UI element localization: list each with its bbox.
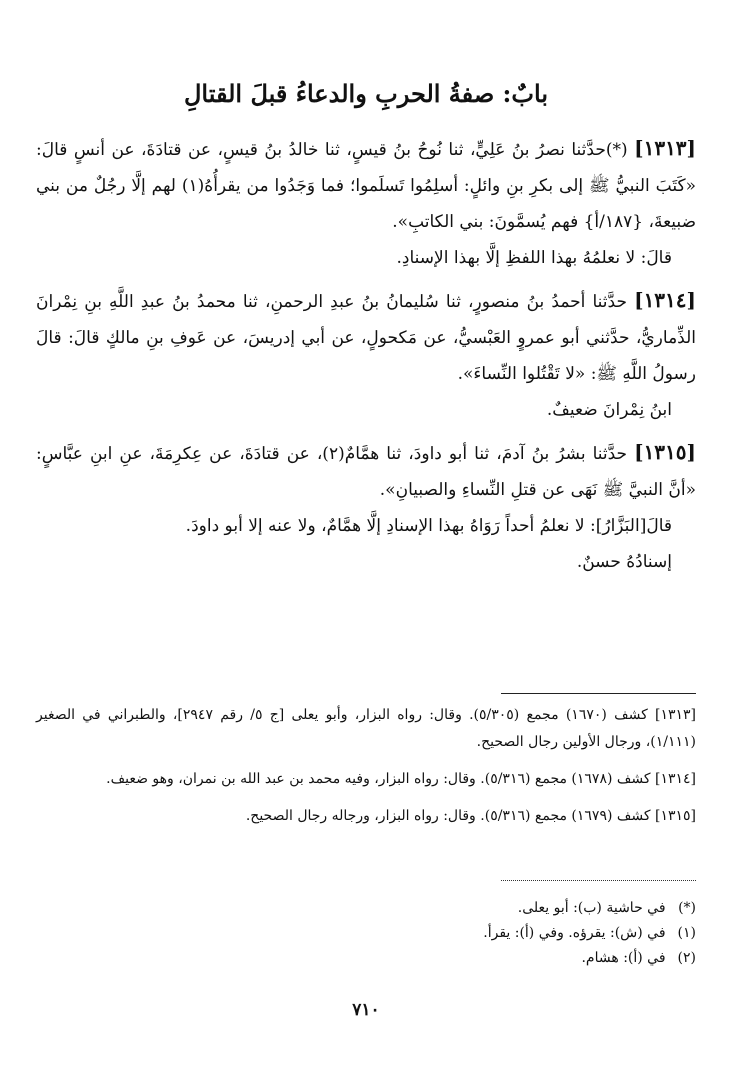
takhrij-section <box>36 702 696 840</box>
hadith-grading: إسنادُهُ حسنٌ. <box>576 552 672 572</box>
hadith-number: [١٣١٥] <box>634 440 696 464</box>
chapter-title: بابٌ: صفةُ الحربِ والدعاءُ قبلَ القتالِ <box>183 79 548 108</box>
hadith-number: [١٣١٤] <box>634 288 696 312</box>
page-number: ٧١٠ <box>352 1000 380 1020</box>
footnote-star: (*) في حاشية (ب): أبو يعلى. <box>517 900 696 916</box>
footnote-separator <box>501 693 696 694</box>
takhrij-1313: [١٣١٣] كشف (١٦٧٠) مجمع (٥/٣٠٥). وقال: رواه البزار، وأبو يعلى [ج ٥/ رقم ٢٩٤٧]، والطبراني في الصغير (١/١١١)، ورجال الأولين رجال الصحيح. <box>36 707 696 750</box>
footnotes <box>36 896 696 971</box>
hadith-text: (*)حدَّثنا نصرُ بنُ عَلِيٍّ، ثنا نُوحُ بنُ قيسٍ، ثنا خالدُ بنُ قيسٍ، عن قتادَةَ، عن أنسٍ قالَ: «كَتَبَ النبيُّ ﷺ إلى بكرِ بنِ وائلٍ: أسلِمُوا تَسلَموا؛ فما وَجَدُوا من يقرأُهُ(١) لهم إلَّا رجُلٌ من بني ضبيعةَ، {١٨٧/أ} فهم يُسمَّونَ: بني الكاتبِ». <box>36 140 696 232</box>
hadith-text: حدَّثنا بشرُ بنُ آدمَ، ثنا أبو داودَ، ثنا همَّامٌ(٢)، عن قتادَةَ، عن عِكرِمَةَ، عنِ ابنِ عبَّاسٍ: «أنَّ النبيَّ ﷺ نَهَى عن قتلِ النِّساءِ والصبيانِ». <box>36 444 696 500</box>
notes-separator <box>501 880 696 881</box>
footnote-2: (٢) في (أ): هشام. <box>581 950 696 966</box>
hadith-1313 <box>36 130 696 276</box>
footnote-1: (١) في (ش): يقرؤه. وفي (أ): يقرأ. <box>483 925 696 941</box>
hadith-comment: ابنُ نِمْرانَ ضعيفٌ. <box>546 400 672 420</box>
hadith-text: حدَّثنا أحمدُ بنُ منصورٍ، ثنا سُليمانُ بنُ عبدِ الرحمنِ، ثنا محمدُ بنُ عبدِ اللَّهِ بنِ نِمْرانَ الذِّماريُّ، حدَّثني أبو عمروٍ العَبْسيُّ، عن مَكحولٍ، عن أبي إدريسَ، عن عَوفِ بنِ مالكٍ قالَ: قالَ رسولُ اللَّهِ ﷺ: «لا تَقْتُلوا النِّساءَ». <box>36 292 696 384</box>
hadith-1315 <box>36 434 696 580</box>
takhrij-1315: [١٣١٥] كشف (١٦٧٩) مجمع (٥/٣١٦). وقال: رواه البزار، ورجاله رجال الصحيح. <box>245 808 696 824</box>
hadith-comment: قالَ: لا نعلمُهُ بهذا اللفظِ إلَّا بهذا الإسنادِ. <box>396 248 672 268</box>
hadith-1314 <box>36 282 696 428</box>
main-text <box>36 60 696 580</box>
hadith-comment: قالَ[البَزَّارُ]: لا نعلمُ أحداً رَوَاهُ بهذا الإسنادِ إلَّا همَّامٌ، ولا عنه إلا أبو داودَ. <box>185 516 672 536</box>
takhrij-1314: [١٣١٤] كشف (١٦٧٨) مجمع (٥/٣١٦). وقال: رواه البزار، وفيه محمد بن عبد الله بن نمران، وهو ضعيف. <box>106 771 696 787</box>
hadith-number: [١٣١٣] <box>634 136 697 160</box>
